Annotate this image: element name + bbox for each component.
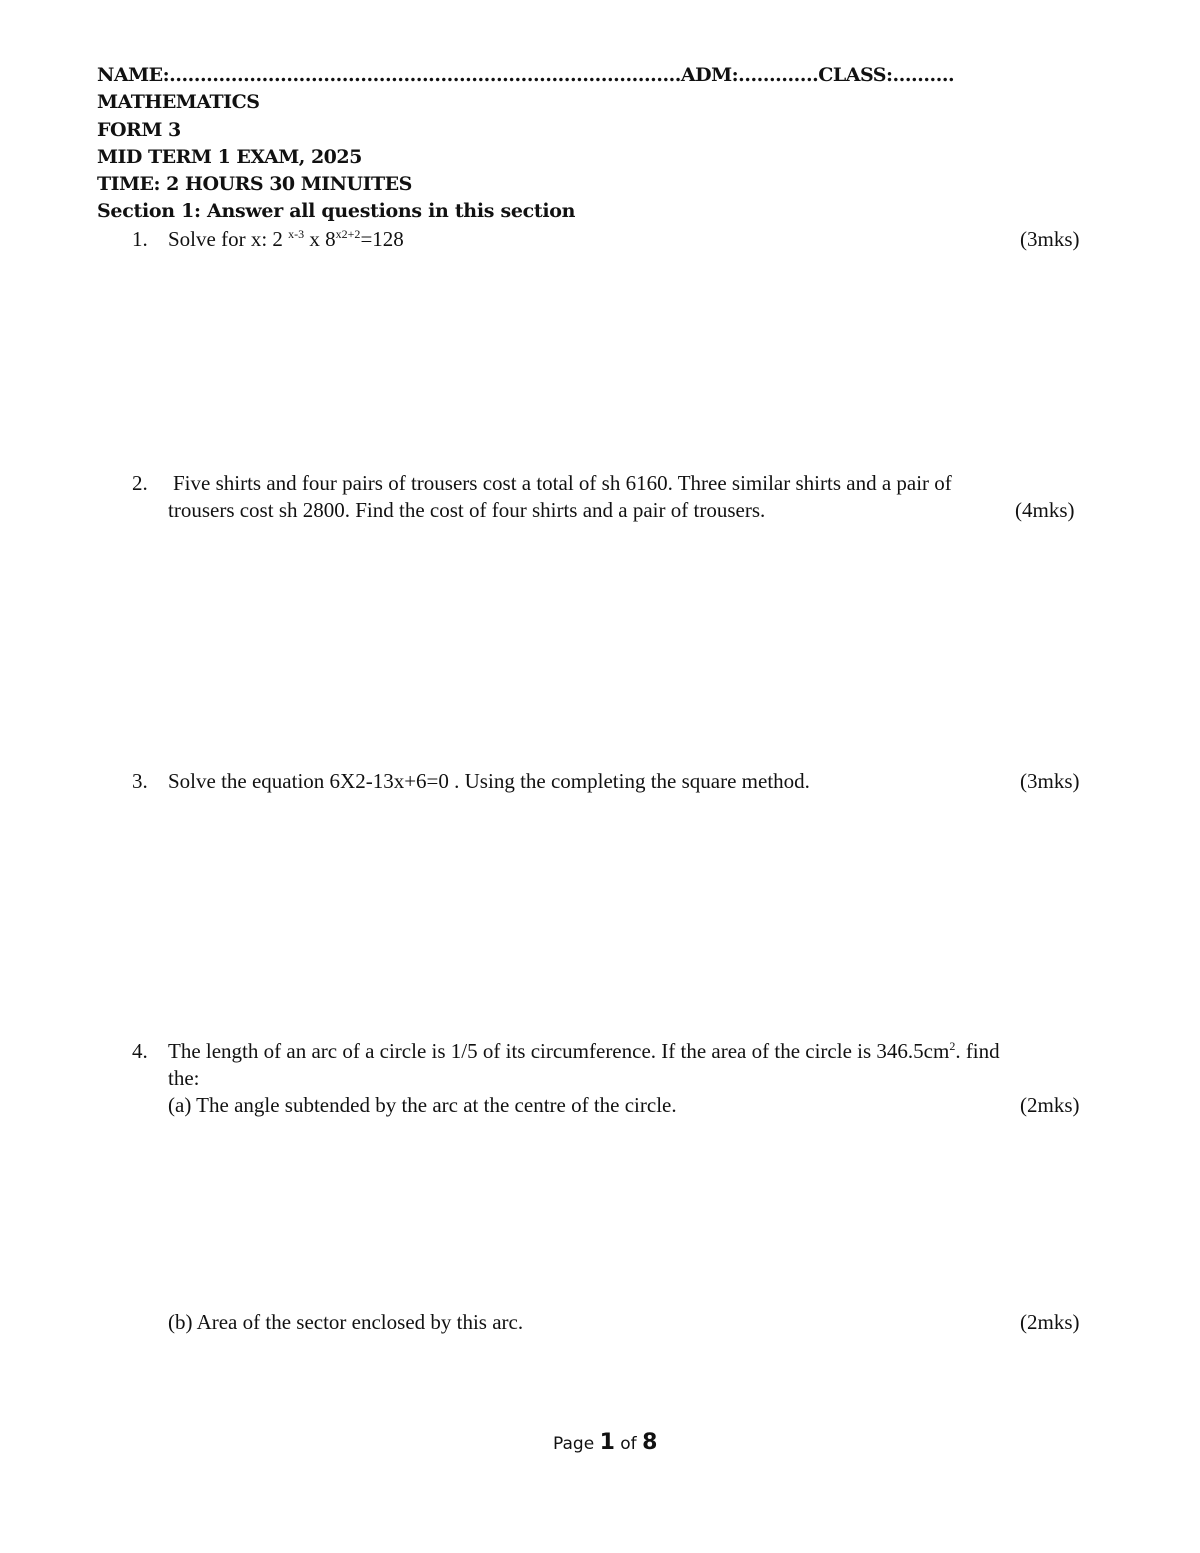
question-2-marks: (4mks): [1015, 498, 1075, 522]
time-allowed: TIME: 2 HOURS 30 MINUITES: [97, 173, 412, 195]
question-3-text: Solve the equation 6X2-13x+6=0 . Using the completing the square method.: [168, 769, 810, 793]
question-4-line-2: the:: [168, 1066, 200, 1090]
question-4b-marks: (2mks): [1020, 1310, 1080, 1334]
question-4-line-1: The length of an arc of a circle is 1/5 of its circumference. If the area of the circle is $346.5cm^2$. find: [168, 1039, 1000, 1063]
question-4a-text: (a) The angle subtended by the arc at the centre of the circle.: [168, 1093, 677, 1117]
question-2-line-1: Five shirts and four pairs of trousers cost a total of sh 6160. Three similar shirts and a pair of: [173, 471, 952, 495]
section-heading: Section 1: Answer all questions in this section: [97, 200, 576, 222]
question-3-number: 3.: [132, 769, 148, 793]
question-4a-marks: (2mks): [1020, 1093, 1080, 1117]
question-1-text: Solve for x: 2 $^{x-3}$ x $8^{x2+2}=128$: [168, 227, 404, 251]
question-3-marks: (3mks): [1020, 769, 1080, 793]
name-adm-class-line: NAME:………………………………………………………………………..ADM:………….CLASS:……….: [97, 64, 955, 86]
question-2-number: 2.: [132, 471, 148, 495]
page-number: Page 1 of 8: [553, 1430, 658, 1455]
form-label: FORM 3: [97, 119, 181, 141]
subject-title: MATHEMATICS: [97, 91, 260, 113]
question-4b-text: (b) Area of the sector enclosed by this arc.: [168, 1310, 524, 1334]
exam-title: MID TERM 1 EXAM, 2025: [97, 146, 362, 168]
question-4-number: 4.: [132, 1039, 148, 1063]
question-1-marks: (3mks): [1020, 227, 1080, 251]
question-1-number: 1.: [132, 227, 148, 251]
question-2-line-2: trousers cost sh 2800. Find the cost of four shirts and a pair of trousers.: [168, 498, 766, 522]
